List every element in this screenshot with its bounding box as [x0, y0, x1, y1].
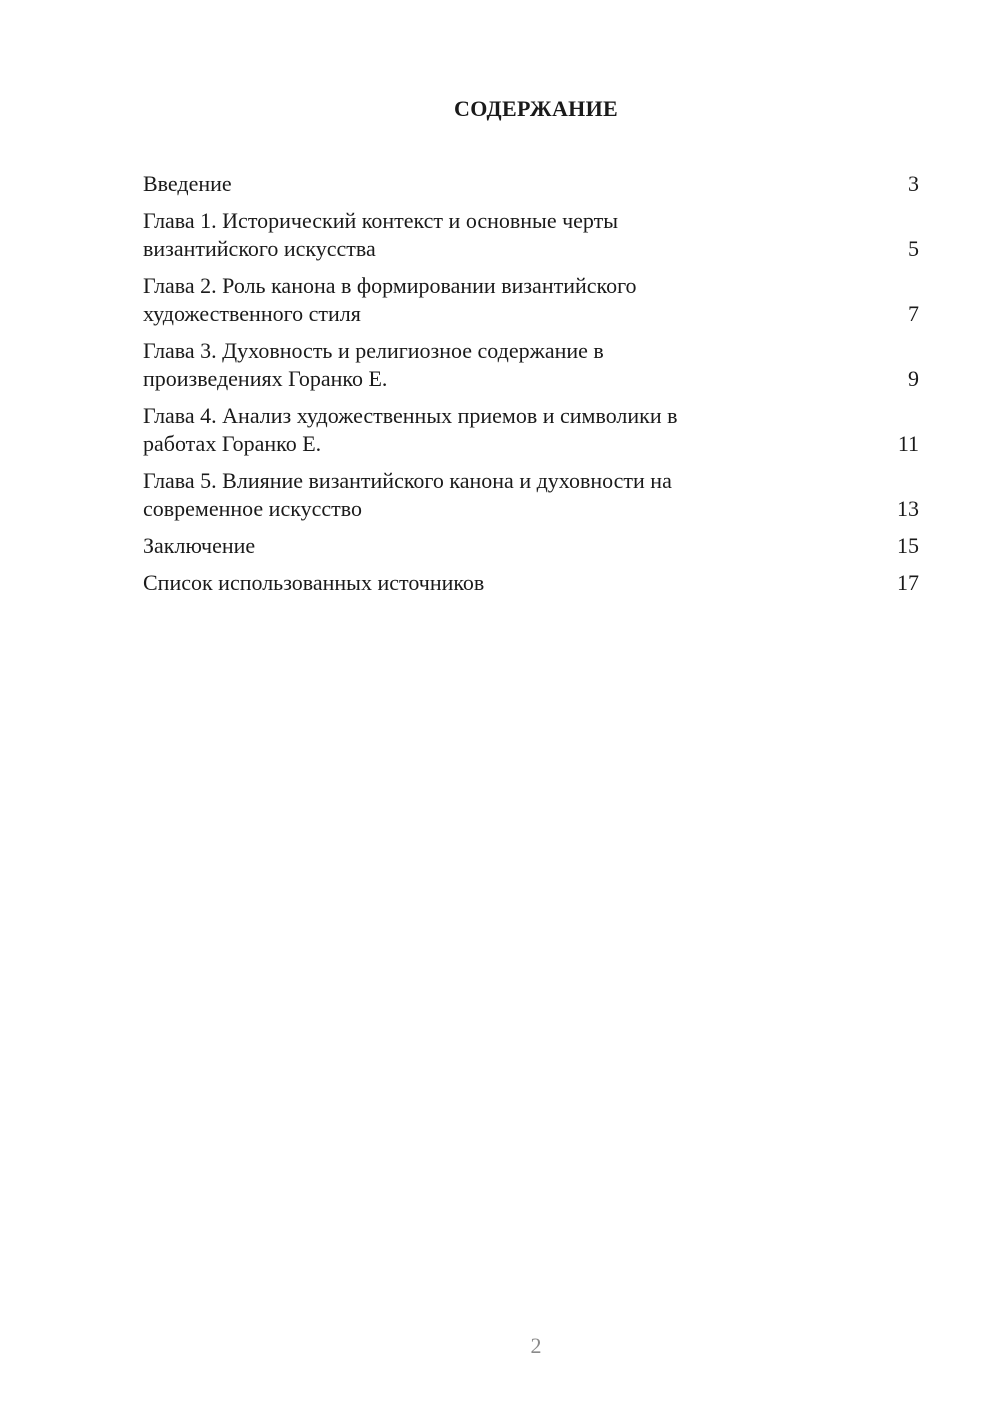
toc-entry-page: 13 — [897, 496, 919, 521]
toc-entry-page: 9 — [908, 366, 919, 391]
toc-entry-chapter-5 — [143, 467, 919, 523]
page-number: 2 — [530, 1333, 542, 1358]
toc-entry-chapter-2 — [143, 272, 919, 328]
toc-entry-page: 5 — [908, 236, 919, 261]
toc-entry-chapter-3 — [143, 337, 919, 393]
toc-entry-title: Глава 5. Влияние византийского канона и духовности на современное искусство — [143, 468, 672, 521]
toc-entry-page: 3 — [908, 171, 919, 196]
toc-entry-references — [143, 569, 919, 597]
toc-entry-page: 11 — [897, 431, 919, 456]
page-title: СОДЕРЖАНИЕ — [454, 96, 618, 121]
toc-entry-page: 7 — [908, 301, 919, 326]
toc-entry-chapter-4 — [143, 402, 919, 458]
toc-entry-title: Заключение — [143, 533, 256, 558]
toc-entry-introduction — [143, 170, 919, 198]
toc-entry-title: Глава 1. Исторический контекст и основные черты византийского искусства — [143, 208, 619, 261]
toc-entry-page: 15 — [897, 533, 919, 558]
toc-entry-chapter-1 — [143, 207, 919, 263]
toc-entry-conclusion — [143, 532, 919, 560]
table-of-contents — [143, 170, 919, 606]
toc-entry-page: 17 — [897, 570, 919, 595]
toc-entry-title: Глава 3. Духовность и религиозное содержание в произведениях Горанко Е. — [143, 338, 604, 391]
toc-entry-title: Глава 2. Роль канона в формировании византийского художественного стиля — [143, 273, 637, 326]
toc-entry-title: Глава 4. Анализ художественных приемов и символики в работах Горанко Е. — [143, 403, 678, 456]
toc-entry-title: Введение — [143, 171, 232, 196]
toc-entry-title: Список использованных источников — [143, 570, 485, 595]
